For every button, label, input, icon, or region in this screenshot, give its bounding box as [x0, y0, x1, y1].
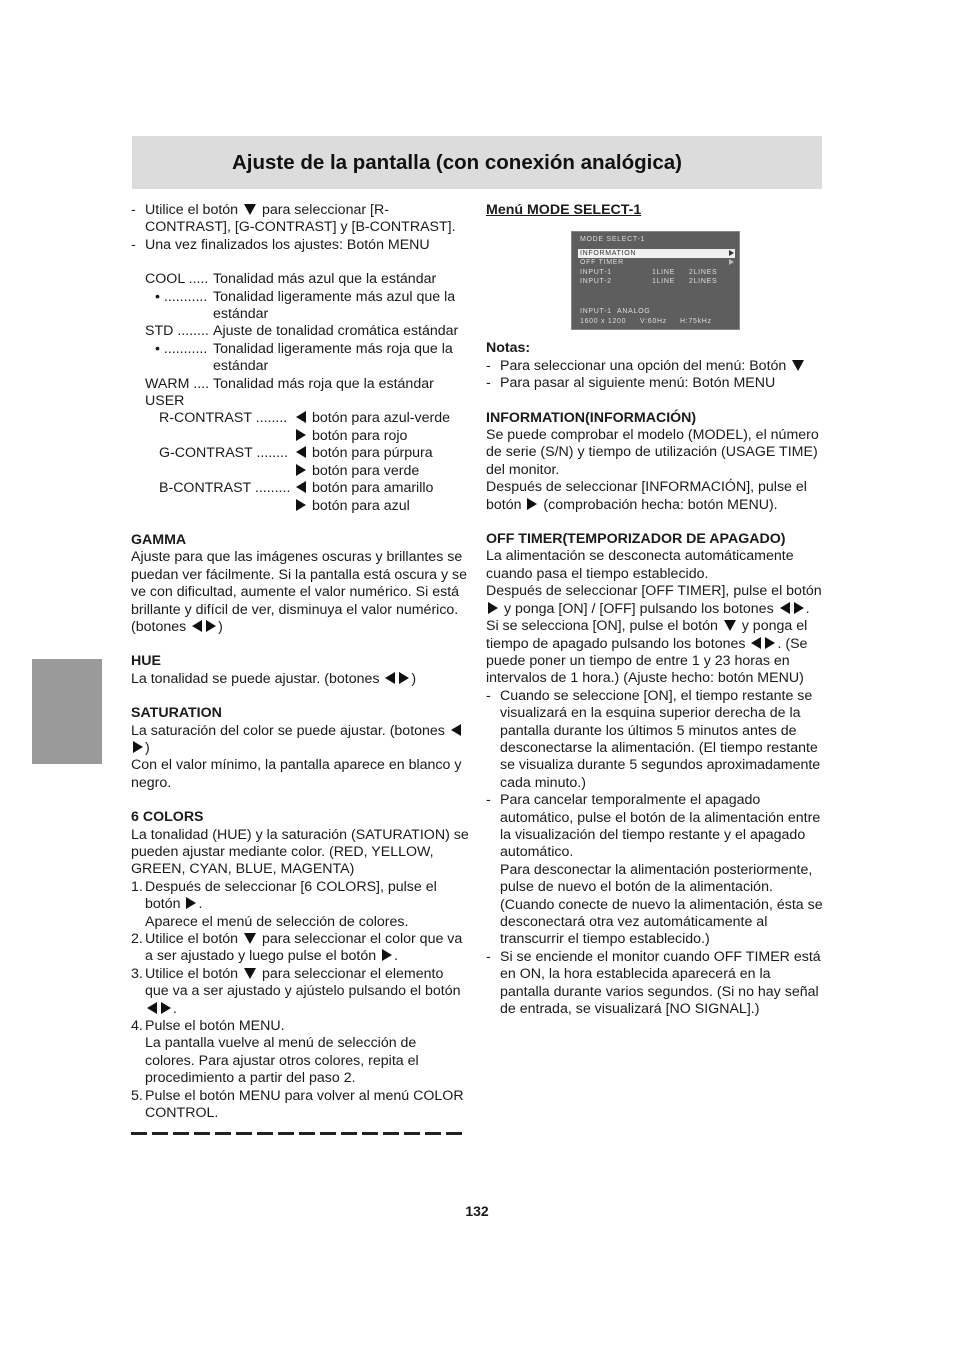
off-timer-bullet-2: - Para cancelar temporalmente el apagado automático, pulse el botón de la alimentación entre la visualización del tiempo restante y el apagado automático. Para desconectar la alimentación posteriormente, pulse de nuevo el botón de la alimentación. (Cuando conecte de nuevo la alimentación, ésta se desconectará otra vez automáticamente al transcurrir el tiempo establecido.) [486, 792, 823, 948]
intro-text: Utilice el botón [145, 202, 239, 218]
osd-footer-vfreq: V:60Hz [640, 318, 667, 326]
off-timer-text: La alimentación se desconecta automáticamente cuando pasa el tiempo establecido. [486, 548, 794, 582]
right-arrow-icon [296, 429, 306, 441]
user-row-b: B-CONTRAST ......... botón para amarillo [159, 480, 434, 497]
gamma-heading: GAMMA [131, 531, 187, 548]
menu-heading: Menú MODE SELECT-1 [486, 202, 642, 218]
osd-footer-resolution: 1600 x 1200 [580, 318, 627, 326]
left-arrow-icon [751, 637, 761, 649]
left-arrow-icon [296, 481, 306, 493]
left-arrow-icon [385, 672, 395, 684]
osd-item-input1: INPUT-1 1LINE 2LINES [580, 269, 718, 277]
def-row: • ........... Tonalidad ligeramente más roja que la estándar [155, 340, 453, 375]
note-1: - Para seleccionar una opción del menú: Botón [486, 358, 824, 375]
osd-footer-input: INPUT-1 [580, 308, 612, 316]
intro-text: para seleccionar [R-CONTRAST], [G-CONTRAST] y [B-CONTRAST]. [145, 202, 456, 236]
down-arrow-icon [724, 620, 736, 631]
note-2: - Para pasar al siguiente menú: Botón MENU [486, 375, 776, 392]
off-timer-heading: OFF TIMER(TEMPORIZADOR DE APAGADO) [486, 531, 786, 548]
left-arrow-icon [192, 620, 202, 632]
right-arrow-icon [186, 897, 196, 909]
right-arrow-icon [133, 741, 143, 753]
osd-item-off-timer: OFF TIMER [578, 258, 735, 267]
information-heading: INFORMATION(INFORMACIÓN) [486, 409, 697, 426]
user-row-g: G-CONTRAST ........ botón para púrpura [159, 445, 433, 462]
page-number: 132 [465, 1203, 489, 1219]
off-timer-bullet-1: - Cuando se seleccione [ON], el tiempo restante se visualizará en la esquina superior derecha de la pantalla durante los últimos 5 minutos antes de desconectarse la alimentación. (El tiempo restante se visualiza durante 5 segundos aproximadamente cada minuto.) [486, 687, 821, 791]
osd-arrow-icon [729, 250, 734, 256]
step-4: 4. Pulse el botón MENU. La pantalla vuelve al menú de selección de colores. Para ajustar otros colores, repita el procedimiento a partir del paso 2. [131, 1018, 419, 1087]
osd-menu-screenshot [571, 231, 740, 330]
down-arrow-icon [244, 204, 256, 215]
hue-heading: HUE [131, 653, 161, 670]
right-arrow-icon [527, 498, 537, 510]
off-timer-text-2: Después de seleccionar [OFF TIMER], pulse el botón y ponga [ON] / [OFF] pulsando los botones . [486, 583, 822, 617]
notes-heading: Notas: [486, 340, 531, 357]
six-colors-heading: 6 COLORS [131, 809, 204, 826]
step-2: 2. Utilice el botón para seleccionar el color que va a ser ajustado y luego pulse el botón . [131, 931, 463, 965]
information-text-2: Después de seleccionar [INFORMACIÓN], pulse el botón (comprobación hecha: botón MENU). [486, 479, 807, 513]
section-end-divider [131, 1132, 469, 1135]
left-arrow-icon [780, 602, 790, 614]
left-arrow-icon [296, 411, 306, 423]
hue-text: La tonalidad se puede ajustar. (botones ) [131, 670, 417, 687]
def-row: • ........... Tonalidad ligeramente más azul que la estándar [155, 288, 456, 323]
information-text: Se puede comprobar el modelo (MODEL), el número de serie (S/N) y tiempo de utilización (USAGE TIME) del monitor. [486, 427, 819, 478]
right-arrow-icon [296, 464, 306, 476]
right-arrow-icon [399, 672, 409, 684]
def-row: WARM .... Tonalidad más roja que la estándar [145, 375, 434, 392]
left-arrow-icon [147, 1002, 157, 1014]
user-row-g-2: botón para verde [131, 463, 469, 480]
osd-footer-hfreq: H:75kHz [680, 318, 712, 326]
left-arrow-icon [296, 446, 306, 458]
right-arrow-icon [382, 949, 392, 961]
osd-item-information: INFORMATION [578, 249, 735, 258]
saturation-text: La saturación del color se puede ajustar. (botones ) [131, 723, 469, 758]
saturation-text-2: Con el valor mínimo, la pantalla aparece en blanco y negro. [131, 757, 462, 791]
six-colors-text: La tonalidad (HUE) y la saturación (SATURATION) se pueden ajustar mediante color. (RED, YELLOW, GREEN, CYAN, BLUE, MAGENTA) [131, 826, 469, 878]
down-arrow-icon [792, 360, 804, 371]
down-arrow-icon [244, 933, 256, 944]
down-arrow-icon [244, 968, 256, 979]
intro-text: Una vez finalizados los ajustes: Botón MENU [145, 236, 430, 253]
user-row-b-2: botón para azul [131, 498, 469, 515]
left-column [131, 202, 469, 1135]
def-row: STD ........ Ajuste de tonalidad cromática estándar [145, 323, 459, 340]
osd-item-input2: INPUT-2 1LINE 2LINES [580, 278, 718, 286]
right-arrow-icon [765, 637, 775, 649]
right-arrow-icon [161, 1002, 171, 1014]
right-arrow-icon [296, 499, 306, 511]
intro-item-1: - Utilice el botón para seleccionar [R-CONTRAST], [G-CONTRAST] y [B-CONTRAST]. [131, 202, 456, 236]
page-title: Ajuste de la pantalla (con conexión analógica) [232, 151, 682, 174]
user-row-r: R-CONTRAST ........ botón para azul-verde [159, 410, 450, 427]
right-arrow-icon [794, 602, 804, 614]
off-timer-text-3: Si se selecciona [ON], pulse el botón y ponga el tiempo de apagado pulsando los botones . (Se puede poner un tiempo de entre 1 y 23 horas en intervalos de 1 hora.) (Ajuste hecho: botón MENU) [486, 618, 808, 687]
saturation-heading: SATURATION [131, 705, 222, 722]
user-row-r-2: botón para rojo [131, 428, 469, 445]
section-tab [32, 659, 102, 764]
left-arrow-icon [451, 724, 461, 736]
step-5: 5. Pulse el botón MENU para volver al menú COLOR CONTROL. [131, 1087, 464, 1122]
right-arrow-icon [206, 620, 216, 632]
intro-item-2: - Una vez finalizados los ajustes: Botón MENU [131, 236, 430, 253]
right-column [486, 202, 824, 1018]
osd-arrow-icon [729, 259, 734, 265]
step-1: 1. Después de seleccionar [6 COLORS], pulse el botón . Aparece el menú de selección de colores. [131, 878, 437, 930]
off-timer-bullet-3: - Si se enciende el monitor cuando OFF TIMER está en ON, la hora establecida aparecerá en la pantalla durante varios segundos. (Si no hay señal de entrada, se visualizará [NO SIGNAL].) [486, 948, 821, 1018]
right-arrow-icon [488, 602, 498, 614]
step-3: 3. Utilice el botón para seleccionar el elemento que va a ser ajustado y ajústelo pulsando el botón . [131, 965, 461, 1017]
osd-title: MODE SELECT-1 [580, 236, 646, 244]
osd-footer-signal: ANALOG [617, 308, 651, 316]
def-row: COOL ..... Tonalidad más azul que la estándar [145, 271, 437, 288]
user-label: USER [145, 393, 185, 410]
gamma-text: Ajuste para que las imágenes oscuras y brillantes se puedan ver fácilmente. Si la pantalla está oscura y se ve con dificultad, aumente el valor numérico. Si está brillante y difícil de ver, disminuya el valor numérico. (botones ) [131, 549, 467, 635]
title-bar [132, 136, 822, 189]
